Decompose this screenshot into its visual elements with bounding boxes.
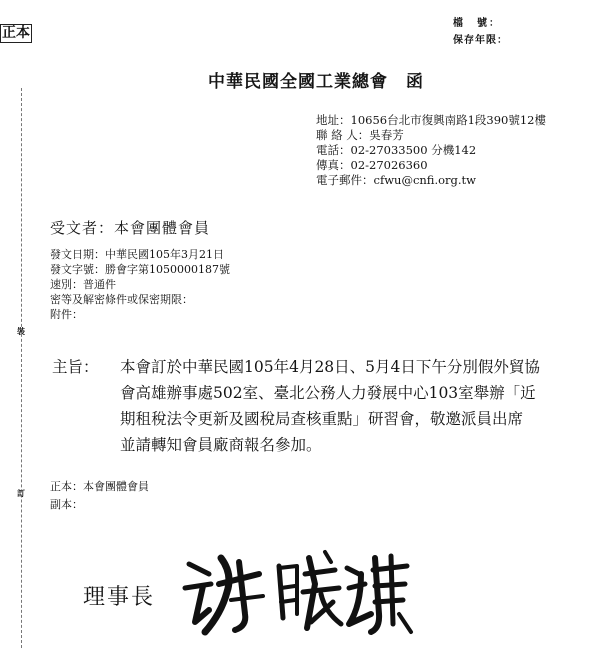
binding-line bbox=[21, 88, 22, 648]
original-recipient: 正本：本會團體會員 bbox=[50, 480, 149, 493]
binding-mark-bottom: 訂 bbox=[17, 488, 25, 498]
retention-period-label: 保存年限： bbox=[453, 35, 508, 46]
original-copy-stamp: 正本 bbox=[2, 25, 30, 41]
subject-line: 期租稅法令更新及國稅局查核重點」研習會，敬邀派員出席 bbox=[120, 410, 524, 428]
attachment: 附件： bbox=[50, 308, 83, 321]
email: 電子郵件：cfwu@cnfi.org.tw bbox=[316, 173, 477, 187]
document-number: 發文字號：勝會字第1050000187號 bbox=[50, 263, 230, 276]
phone: 電話：02-27033500 分機142 bbox=[316, 143, 477, 157]
recipient: 受文者：本會團體會員 bbox=[50, 219, 211, 237]
delivery-speed: 速別：普通件 bbox=[50, 278, 116, 291]
document-meta bbox=[50, 247, 230, 322]
file-number-label: 檔 號： bbox=[453, 18, 501, 29]
subject-line: 會高雄辦事處502室、臺北公務人力發展中心103室舉辦「近 bbox=[120, 384, 536, 402]
issue-date: 發文日期：中華民國105年3月21日 bbox=[50, 248, 224, 261]
contact-block bbox=[316, 113, 546, 188]
subject-text bbox=[120, 354, 590, 458]
subject-line: 並請轉知會員廠商報名參加。 bbox=[120, 436, 322, 454]
contact-person: 聯 絡 人：吳春芳 bbox=[316, 128, 404, 142]
subject-line: 本會訂於中華民國105年4月28日、5月4日下午分別假外貿協 bbox=[120, 358, 540, 376]
chairman-signature bbox=[175, 544, 415, 639]
document-title: 中華民國全國工業總會 函 bbox=[208, 72, 424, 92]
address: 地址：10656台北市復興南路1段390號12樓 bbox=[316, 113, 546, 127]
binding-mark-top: 裝 bbox=[17, 326, 25, 336]
fax: 傳真：02-27026360 bbox=[316, 158, 428, 172]
subject-label: 主旨： bbox=[52, 358, 99, 376]
copy-recipient: 副本： bbox=[50, 498, 83, 511]
secrecy-level: 密等及解密條件或保密期限： bbox=[50, 293, 193, 306]
distribution bbox=[50, 478, 149, 514]
chairman-title: 理事長 bbox=[83, 585, 156, 610]
